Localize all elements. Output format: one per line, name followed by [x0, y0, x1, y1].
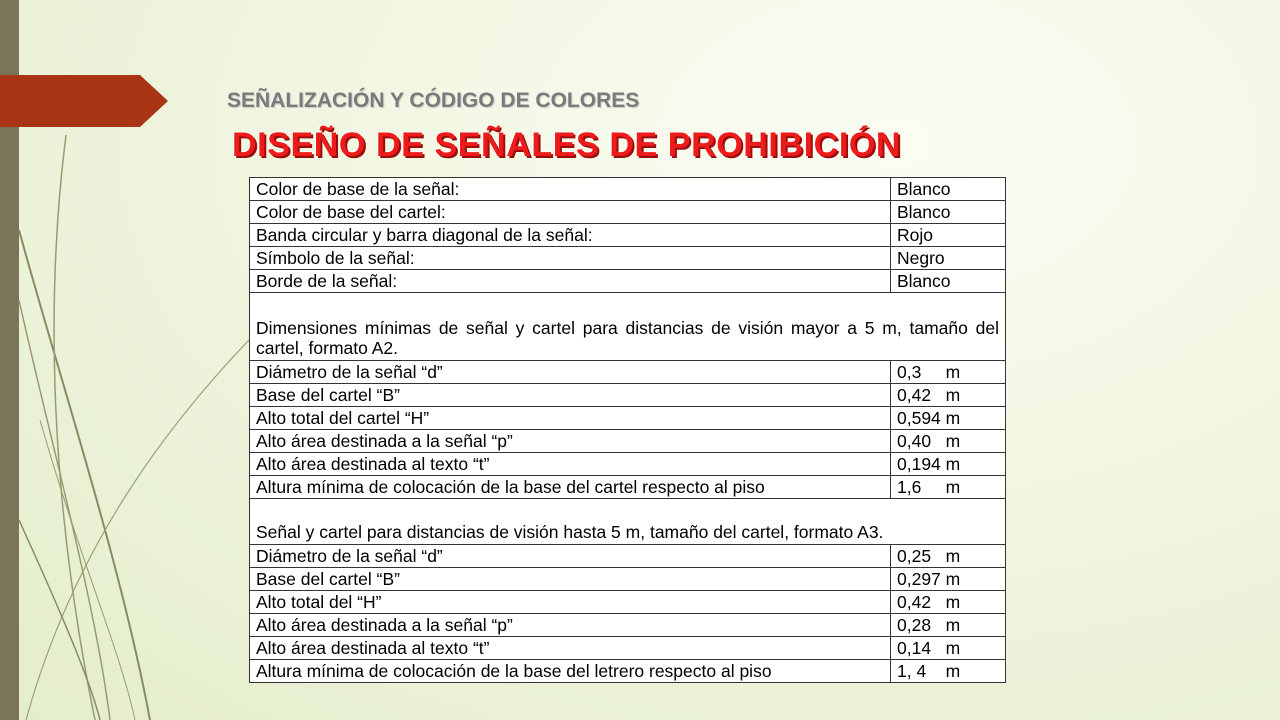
table-row	[250, 614, 1006, 637]
row-label: Alto área destinada a la señal “p”	[250, 430, 891, 453]
row-label: Borde de la señal:	[250, 270, 891, 293]
row-value: 0,14 m	[891, 637, 1006, 660]
row-label: Símbolo de la señal:	[250, 247, 891, 270]
row-label: Alto total del cartel “H”	[250, 407, 891, 430]
row-value: 0,25 m	[891, 545, 1006, 568]
row-value: Rojo	[891, 224, 1006, 247]
row-label: Base del cartel “B”	[250, 384, 891, 407]
section-row-a2	[250, 293, 1006, 361]
table-row	[250, 224, 1006, 247]
row-label: Alto área destinada al texto “t”	[250, 453, 891, 476]
row-label: Alto total del “H”	[250, 591, 891, 614]
slide-subtitle: SEÑALIZACIÓN Y CÓDIGO DE COLORES	[227, 89, 640, 112]
table-row	[250, 178, 1006, 201]
row-label: Base del cartel “B”	[250, 568, 891, 591]
accent-arrow-tab	[0, 75, 168, 127]
row-value: Blanco	[891, 201, 1006, 224]
row-value: Blanco	[891, 178, 1006, 201]
table-row	[250, 361, 1006, 384]
table-row	[250, 247, 1006, 270]
row-label: Altura mínima de colocación de la base del cartel respecto al piso	[250, 476, 891, 499]
row-value: 0,297 m	[891, 568, 1006, 591]
table-row	[250, 476, 1006, 499]
table-row	[250, 407, 1006, 430]
table-row	[250, 568, 1006, 591]
row-value: 0,28 m	[891, 614, 1006, 637]
row-label: Color de base de la señal:	[250, 178, 891, 201]
row-label: Banda circular y barra diagonal de la señal:	[250, 224, 891, 247]
row-value: 0,3 m	[891, 361, 1006, 384]
table-row	[250, 384, 1006, 407]
section-row-a3	[250, 499, 1006, 545]
table-row	[250, 545, 1006, 568]
row-value: 0,42 m	[891, 384, 1006, 407]
table-row	[250, 637, 1006, 660]
table-row	[250, 453, 1006, 476]
section-heading-a3: Señal y cartel para distancias de visión hasta 5 m, tamaño del cartel, formato A3.	[250, 499, 1006, 545]
table-row	[250, 591, 1006, 614]
slide-title: DISEÑO DE SEÑALES DE PROHIBICIÓN	[232, 126, 902, 164]
row-label: Alto área destinada a la señal “p”	[250, 614, 891, 637]
row-label: Color de base del cartel:	[250, 201, 891, 224]
row-label: Diámetro de la señal “d”	[250, 545, 891, 568]
row-label: Alto área destinada al texto “t”	[250, 637, 891, 660]
table-row	[250, 660, 1006, 683]
table-row	[250, 430, 1006, 453]
row-value: Blanco	[891, 270, 1006, 293]
row-value: 0,42 m	[891, 591, 1006, 614]
row-value: 0,594 m	[891, 407, 1006, 430]
section-heading-a2: Dimensiones mínimas de señal y cartel para distancias de visión mayor a 5 m, tamaño del cartel, formato A2.	[250, 293, 1006, 361]
row-value: 0,40 m	[891, 430, 1006, 453]
row-value: 1,6 m	[891, 476, 1006, 499]
row-value: 0,194 m	[891, 453, 1006, 476]
row-label: Altura mínima de colocación de la base del letrero respecto al piso	[250, 660, 891, 683]
row-label: Diámetro de la señal “d”	[250, 361, 891, 384]
row-value: Negro	[891, 247, 1006, 270]
table-row	[250, 201, 1006, 224]
row-value: 1, 4 m	[891, 660, 1006, 683]
table-row	[250, 270, 1006, 293]
prohibition-sign-spec-table	[249, 177, 1006, 683]
